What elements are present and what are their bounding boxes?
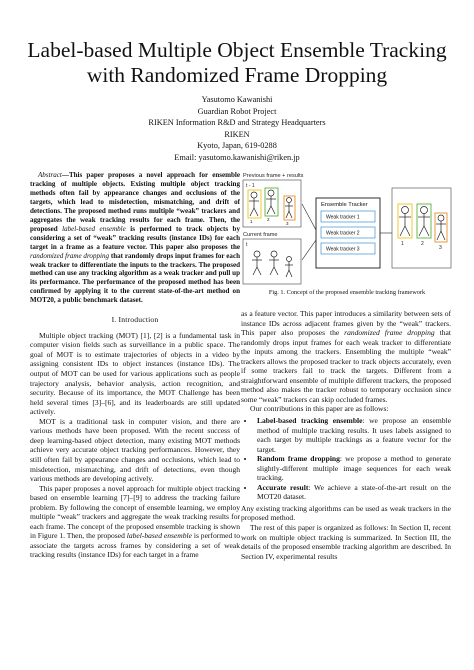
intro-p3-text-a: This paper proposes a novel approach for multiple object tracking based on ensemble learning [7]–[9] to address the tracking failure problem. By following the concept of ensemble learning, we employ multiple “weak” trackers and aggregate the weak tracking results for each frame. The concept of the proposed ensemble tracking is shown in Figure 1. Then, the proposed — [30, 483, 240, 541]
abstract-text-1: —This paper proposes a novel approach for ensemble tracking of multiple objects. Existing multiple object tracking methods often fail by appearance changes and occlusions of the targets, which lead to misdetection, mismatching, and drift of detections. The proposed method runs multiple “weak” trackers and aggregates the weak tracking results for each frame. Then, the proposed — [30, 171, 240, 233]
prev-id-2: 2 — [267, 217, 270, 222]
contribution-3-title: Accurate result — [257, 482, 309, 492]
prev-id-1: 1 — [250, 219, 253, 224]
affiliation-1: Guardian Robot Project — [197, 106, 277, 116]
abstract-label: Abstract — [38, 171, 62, 179]
intro-paragraph-3 — [30, 484, 240, 560]
title-line-2: with Randomized Frame Dropping — [86, 63, 388, 87]
affiliation-3: RIKEN — [224, 129, 250, 139]
section-heading-introduction: I. Introduction — [111, 315, 159, 325]
contribution-1 — [255, 416, 451, 454]
figure-1 — [241, 170, 453, 286]
intro-r1-text-a: as a feature vector. This paper introduces a similarity between sets of instance IDs across adjacent frames given by the “weak” trackers. This paper also proposes the — [241, 309, 451, 338]
ensemble-tracker-label: Ensemble Tracker — [321, 202, 368, 208]
intro-paragraph-2: MOT is a traditional task in computer vision, and there are various methods have been proposed. With the recent success of deep learning-based object detection, many existing MOT methods achieve very accurate object tracking performances. However, they still often fail by appearance changes and occlusions, which lead to misdetection, mismatching, and drift of detections, even though various methods are developing actively. — [30, 416, 240, 484]
intro-r1-emph: randomized frame dropping — [344, 328, 435, 338]
abstract-emph-2: randomized frame dropping — [30, 251, 110, 260]
current-frame-time: t — [246, 242, 248, 248]
contribution-2-text: : we propose a method to generate slightly-different multiple image sequences for each weak tracking. — [257, 454, 451, 483]
weak-tracker-1-label: Weak tracker 1 — [326, 214, 360, 221]
contribution-1-text: : we propose an ensemble method of multiple tracking results. It uses labels assigned to each target by multiple trackings as a feature vector for the target. — [257, 416, 451, 454]
intro-r1-text-b: that randomly drops input frames for each weak tracker to differentiate the inputs among the trackers. Ensembling the multiple “weak” trackers allows the proposed tracker to track objects accurately, even if some trackers fail to track the targets. Different from a straightforward ensemble of multiple different trackers, the proposed method also makes the tracker robust to temporary occlusion since some “weak” trackers can skip occluded frames. — [241, 328, 451, 404]
current-frame-label: Current frame — [243, 232, 278, 238]
intro-p3-text-b: is performed to associate the targets across frames by considering a set of weak tracking results (instance IDs) for each target in a frame — [30, 531, 240, 560]
out-id-3: 3 — [439, 245, 442, 251]
abstract — [30, 171, 240, 305]
paper-title — [20, 38, 454, 88]
contribution-3 — [255, 483, 451, 502]
right-column — [241, 309, 451, 561]
contribution-3-text: : We achieve a state-of-the-art result on the MOT20 dataset. — [257, 482, 452, 502]
contributions-list — [241, 416, 451, 502]
contribution-1-title: Label-based tracking ensemble — [257, 416, 363, 426]
left-column — [30, 171, 240, 560]
intro-right-paragraph-3: Any existing tracking algorithms can be used as weak trackers in the proposed method. — [241, 503, 451, 523]
intro-right-paragraph-1 — [241, 309, 451, 404]
weak-tracker-2-label: Weak tracker 2 — [326, 230, 360, 237]
intro-paragraph-1: Multiple object tracking (MOT) [1], [2] is a fundamental task in computer vision fields such as surveillance in a public space. The goal of MOT is to estimate trajectories of objects in a video by assigning consistent IDs to object instances (instance IDs). The output of MOT can be used for various applications such as people trajectory analysis, behavior analysis, action recognition, and security. Because of its importance, the MOT Challenge has been held several times [3]–[6], and its leaderboards are still updated actively. — [30, 330, 240, 417]
affiliation-4: Kyoto, Japan, 619-0288 — [197, 141, 277, 151]
out-id-2: 2 — [421, 241, 424, 247]
author-block — [80, 94, 394, 164]
intro-p3-emph: label-based ensemble — [126, 531, 192, 541]
arrow-current-to-ensemble — [302, 240, 316, 260]
contribution-2 — [255, 454, 451, 483]
previous-frame-time: t - 1 — [246, 183, 255, 189]
previous-frame-label: Previous frame + results — [243, 173, 304, 179]
prev-id-3: 3 — [286, 221, 289, 226]
title-line-1: Label-based Multiple Object Ensemble Tracking — [27, 38, 447, 62]
arrow-prev-to-ensemble — [302, 204, 316, 230]
contribution-2-title: Random frame dropping — [257, 454, 340, 464]
figure-diagram — [241, 170, 453, 286]
contributions-intro: Our contributions in this paper are as follows: — [250, 404, 389, 414]
affiliation-2: RIKEN Information R&D and Strategy Headquarters — [148, 118, 326, 128]
current-frame-box — [243, 239, 301, 284]
output-frame-box — [392, 188, 451, 268]
abstract-emph-1: label-based ensemble — [62, 224, 126, 233]
author-email: Email: yasutomo.kawanishi@riken.jp — [174, 152, 300, 162]
intro-right-paragraph-4: The rest of this paper is organized as follows: In Section II, recent work on multiple object tracking is summarized. In Section III, the details of the proposed ensemble tracking algorithm are described. In Section IV, experimental results — [241, 523, 451, 561]
weak-tracker-3-label: Weak tracker 3 — [326, 246, 360, 253]
author-name: Yasutomo Kawanishi — [201, 95, 273, 104]
figure-caption: Fig. 1. Concept of the proposed ensemble tracking framework — [268, 289, 426, 296]
abstract-text-3: that randomly drops input frames for each weak tracker to differentiate the inputs to the trackers. The proposed method can use any tracking algorithm as a weak tracker and pull up its performance. The performance of the proposed method has been confirmed by applying it to the current state-of-the-art method on MOT20, a public benchmark dataset. — [30, 251, 240, 305]
abstract-text-2: is performed to track objects by considering a set of “weak” tracking results (instance IDs) for each target in a frame as a feature vector. This paper also proposes the — [30, 224, 240, 251]
out-id-1: 1 — [401, 241, 404, 247]
